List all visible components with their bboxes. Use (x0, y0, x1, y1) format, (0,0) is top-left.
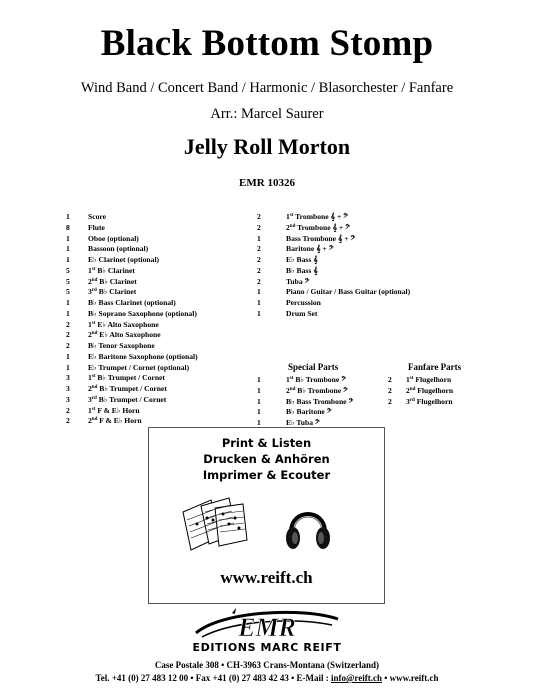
publisher-address: Case Postale 308 • CH-3963 Crans-Montana (Switzerland) (154, 660, 380, 670)
headphones-icon (283, 498, 333, 556)
promo-line-french: Imprimer & Ecouter (202, 468, 331, 482)
part-name: 1st F & E♭ Horn (88, 405, 140, 415)
part-quantity: 2 (66, 405, 70, 415)
part-name: B♭ Bass Trombone 𝄢 (286, 396, 354, 406)
part-quantity: 1 (257, 308, 261, 318)
part-name: 2nd B♭ Clarinet (88, 276, 137, 286)
part-name: Bass Trombone 𝄞 + 𝄢 (286, 233, 356, 243)
part-name: E♭ Trumpet / Cornet (optional) (88, 362, 190, 372)
part-quantity: 2 (66, 341, 70, 350)
promo-line-german: Drucken & Anhören (203, 452, 330, 466)
emr-logo-text: EMR (238, 613, 296, 641)
catalog-number: EMR 10326 (239, 177, 295, 189)
part-name: 2nd Flugelhorn (406, 385, 454, 395)
composer-name: Jelly Roll Morton (183, 134, 351, 159)
part-name: Tuba 𝄢 (286, 276, 310, 286)
part-name: 1st Flugelhorn (406, 375, 452, 384)
part-quantity: 1 (66, 255, 70, 264)
part-name: E♭ Baritone Saxophone (optional) (88, 351, 198, 361)
part-name: 1st B♭ Trombone 𝄢 (286, 375, 346, 384)
part-name: Baritone 𝄞 + 𝄢 (286, 244, 334, 254)
part-quantity: 1 (257, 287, 261, 297)
part-name: E♭ Clarinet (optional) (88, 255, 160, 264)
part-name: B♭ Baritone 𝄢 (286, 407, 332, 417)
part-quantity: 1 (66, 351, 70, 361)
part-name: 2nd Trombone 𝄞 + 𝄢 (286, 222, 350, 232)
part-quantity: 2 (257, 255, 261, 264)
sheet-music-icon (177, 494, 253, 560)
publisher-name: EDITIONS MARC REIFT (192, 641, 342, 654)
part-name: 1st E♭ Alto Saxophone (88, 319, 159, 329)
part-quantity: 3 (66, 384, 70, 393)
part-quantity: 1 (66, 244, 70, 254)
publisher-phone-fax: Tel. +41 (0) 27 483 12 00 • Fax +41 (0) 27 483 42 43 • E-Mail : (95, 673, 332, 683)
part-quantity: 2 (388, 385, 392, 395)
part-quantity: 1 (66, 298, 70, 307)
part-name: 3rd B♭ Trumpet / Cornet (88, 394, 167, 404)
part-name: B♭ Tenor Saxophone (88, 341, 155, 350)
part-name: 2nd F & E♭ Horn (88, 416, 142, 426)
part-quantity: 2 (257, 212, 261, 221)
part-quantity: 2 (257, 276, 261, 286)
part-quantity: 5 (66, 287, 70, 297)
part-quantity: 1 (257, 418, 261, 427)
fanfare-parts-heading: Fanfare Parts (408, 362, 462, 372)
part-quantity: 1 (66, 362, 70, 372)
part-name: Percussion (286, 298, 321, 307)
part-name: 2nd B♭ Trumpet / Cornet (88, 384, 167, 393)
part-quantity: 1 (257, 233, 261, 243)
part-quantity: 1 (257, 385, 261, 395)
print-listen-promo-box[interactable] (148, 427, 385, 604)
part-quantity: 2 (66, 416, 70, 426)
part-quantity: 1 (257, 298, 261, 307)
part-quantity: 2 (257, 222, 261, 232)
promo-line-print-listen: Print & Listen (221, 436, 312, 450)
part-name: B♭ Bass Clarinet (optional) (88, 298, 176, 307)
part-name: B♭ Soprano Saxophone (optional) (88, 308, 197, 318)
part-quantity: 5 (66, 276, 70, 286)
publisher-contact (0, 673, 534, 683)
part-name: 1st B♭ Clarinet (88, 265, 135, 275)
part-quantity: 1 (257, 407, 261, 417)
part-quantity: 1 (257, 396, 261, 406)
part-name: 1st B♭ Trumpet / Cornet (88, 373, 165, 383)
special-parts-heading: Special Parts (288, 362, 339, 372)
part-quantity: 2 (66, 319, 70, 329)
part-name: 2nd B♭ Trombone 𝄢 (286, 385, 348, 395)
part-name: 1st Trombone 𝄞 + 𝄢 (286, 212, 349, 221)
part-name: 3rd Flugelhorn (406, 396, 453, 406)
part-quantity: 2 (257, 244, 261, 254)
part-name: 3rd B♭ Clarinet (88, 287, 137, 297)
part-quantity: 1 (257, 375, 261, 384)
part-quantity: 1 (66, 308, 70, 318)
part-name: B♭ Bass 𝄞 (286, 265, 318, 275)
part-name: Flute (88, 222, 105, 232)
part-quantity: 2 (66, 330, 70, 340)
part-name: Score (88, 212, 106, 221)
emr-logo (192, 607, 342, 641)
part-quantity: 1 (66, 233, 70, 243)
part-quantity: 3 (66, 394, 70, 404)
part-name: Oboe (optional) (88, 233, 139, 243)
publisher-website: • www.reift.ch (381, 673, 439, 683)
part-quantity: 5 (66, 265, 70, 275)
part-name: Drum Set (286, 308, 318, 318)
arranger-credit: Arr.: Marcel Saurer (210, 106, 324, 122)
part-name: E♭ Tuba 𝄢 (286, 418, 320, 427)
part-name: Bassoon (optional) (88, 244, 149, 254)
part-quantity: 2 (388, 396, 392, 406)
publisher-email-link[interactable]: info@reift.ch (331, 673, 382, 683)
ensemble-subtitle: Wind Band / Concert Band / Harmonic / Blasorchester / Fanfare (80, 80, 454, 96)
part-name: E♭ Bass 𝄞 (286, 255, 318, 264)
part-quantity: 3 (66, 373, 70, 383)
part-quantity: 2 (388, 375, 392, 384)
reift-website-link[interactable]: www.reift.ch (220, 568, 313, 587)
part-quantity: 2 (257, 265, 261, 275)
part-quantity: 8 (66, 222, 70, 232)
part-name: 2nd E♭ Alto Saxophone (88, 330, 161, 340)
part-quantity: 1 (66, 212, 70, 221)
page-title: Black Bottom Stomp (100, 23, 434, 64)
part-name: Piano / Guitar / Bass Guitar (optional) (286, 287, 411, 297)
